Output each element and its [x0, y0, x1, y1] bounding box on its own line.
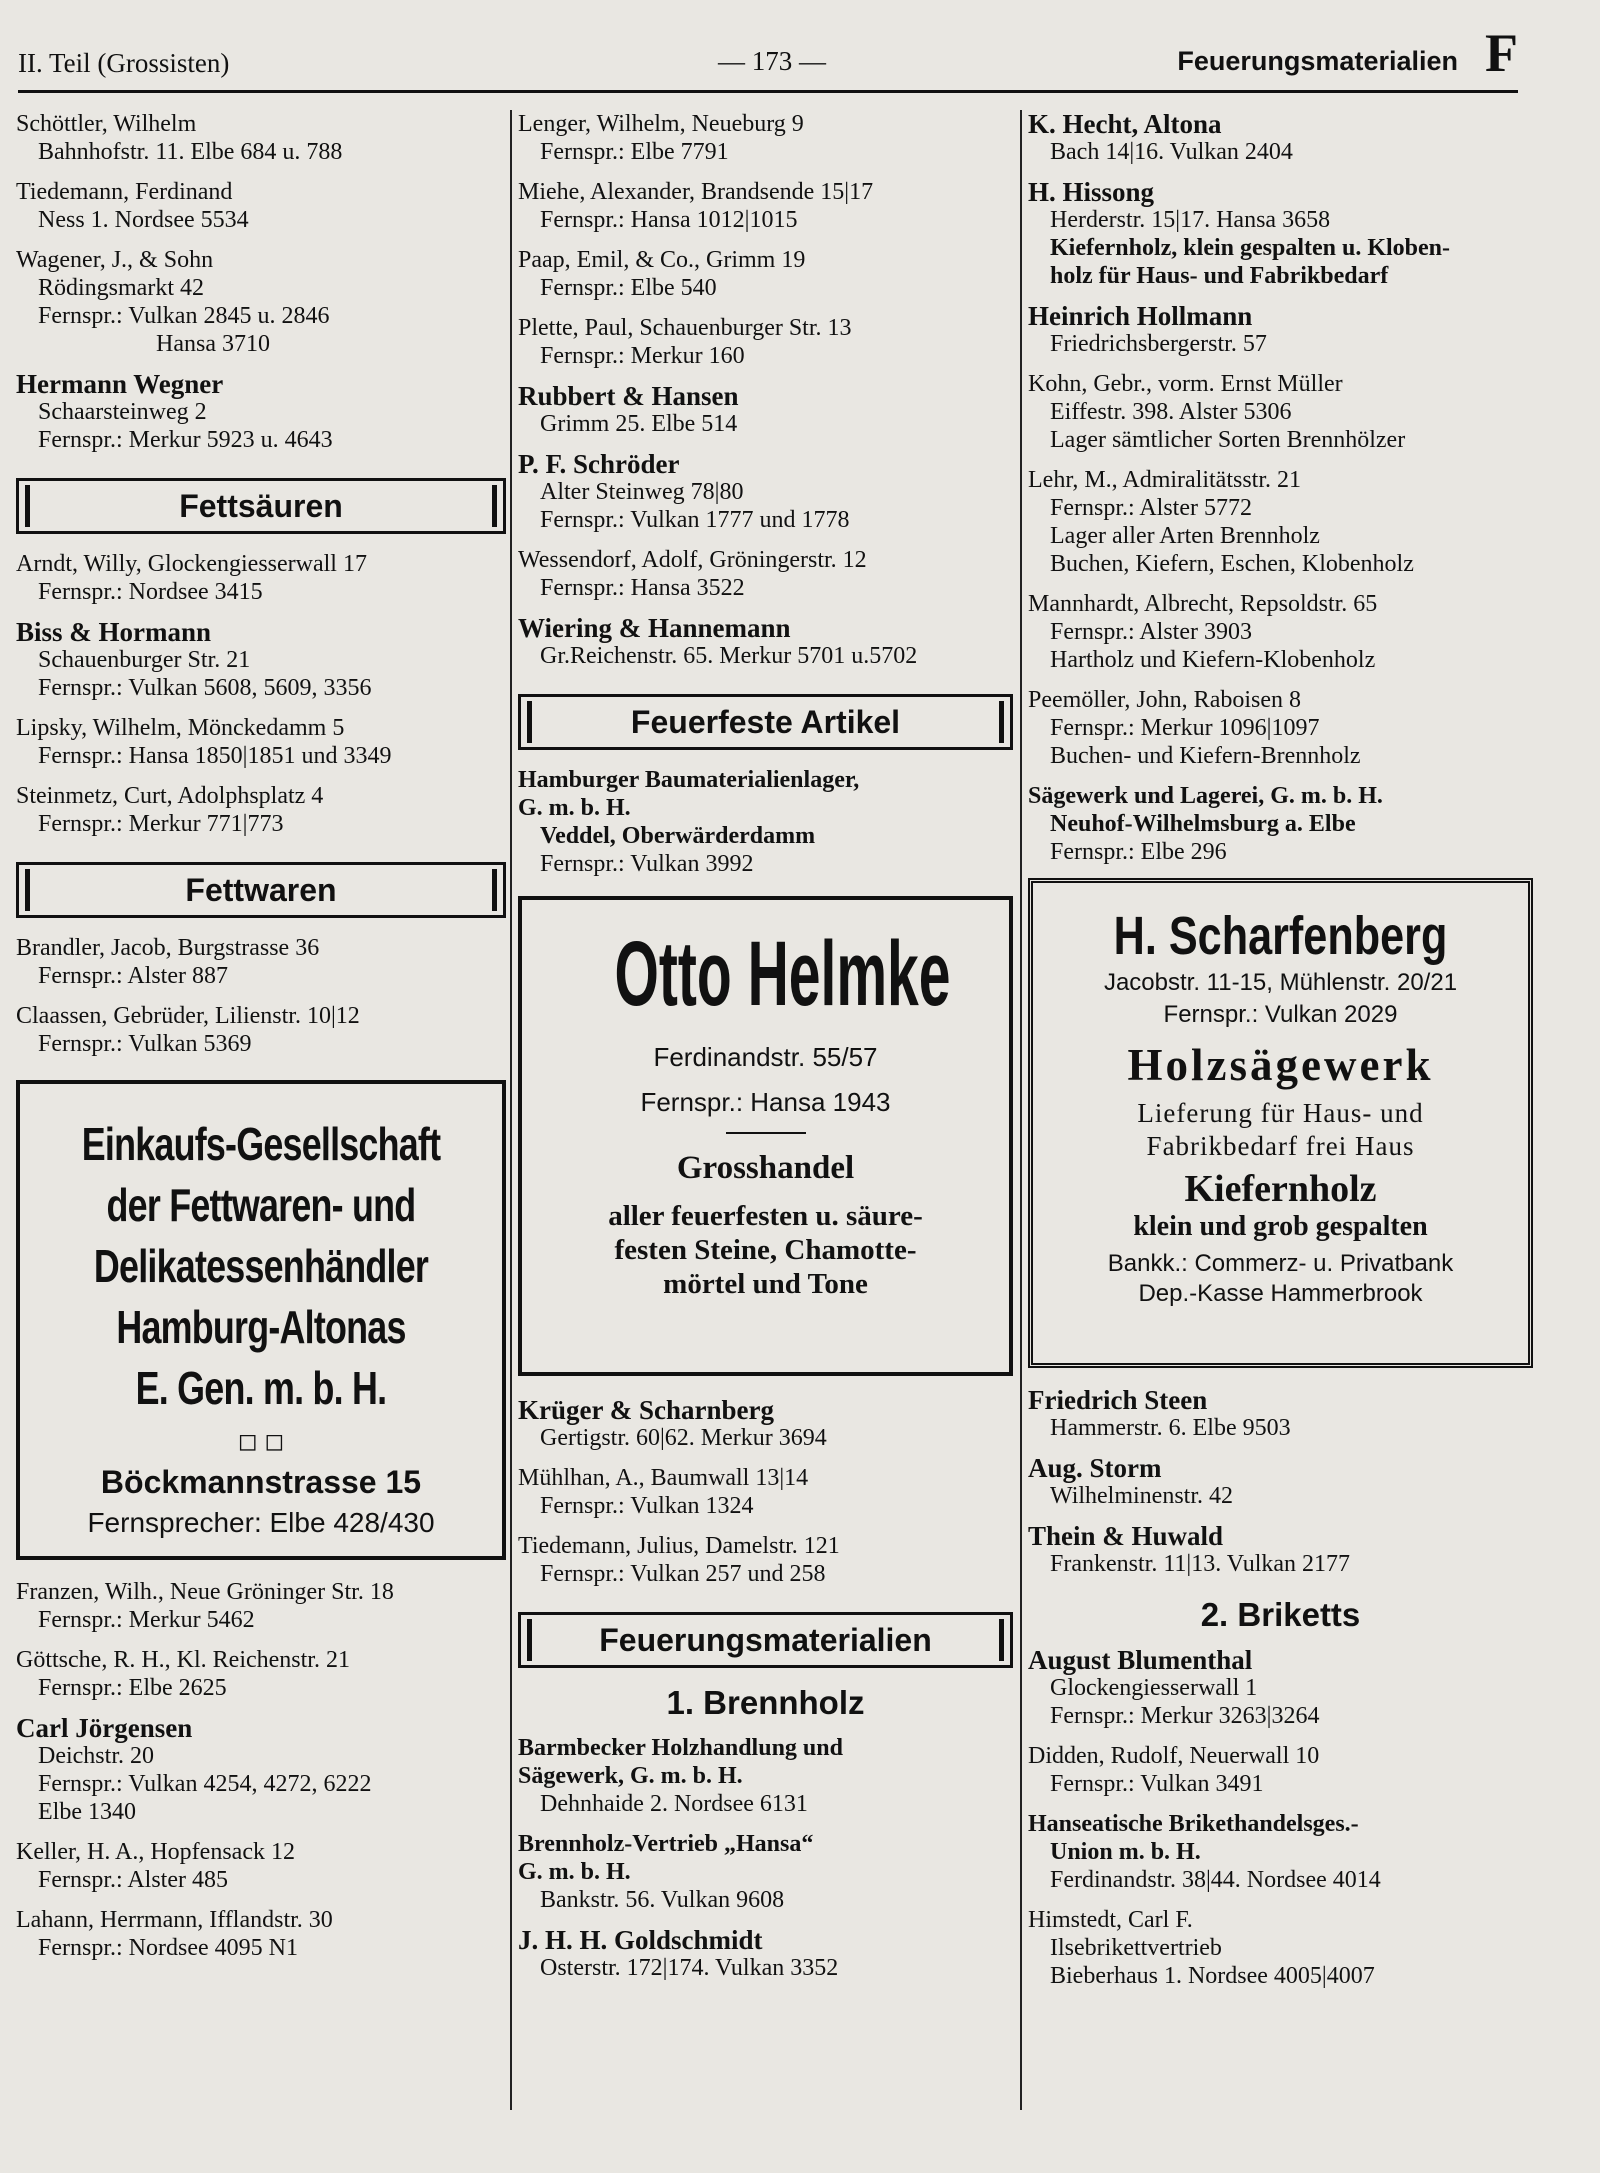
entry-name: Keller, H. A., Hopfensack 12 — [16, 1839, 295, 1865]
page-number: — 173 — — [718, 46, 826, 76]
entry-line: Fernspr.: Alster 485 — [38, 1867, 228, 1893]
directory-entry — [518, 1396, 1013, 1452]
directory-entry — [1028, 110, 1533, 166]
entry-line: Buchen, Kiefern, Eschen, Klobenholz — [1050, 551, 1414, 577]
ad-bank: Bankk.: Commerz- u. Privatbank — [1107, 1250, 1454, 1277]
directory-entry — [16, 714, 506, 770]
entry-name: Arndt, Willy, Glockengiesserwall 17 — [16, 551, 367, 577]
ad-line: Hamburg-Altonas — [116, 1301, 406, 1353]
directory-entry — [1028, 1906, 1533, 1990]
section-heading-feuerungsmaterialien: Feuerungsmaterialien — [518, 1612, 1013, 1668]
entry-line: Ness 1. Nordsee 5534 — [38, 207, 249, 233]
entry-name: Brandler, Jacob, Burgstrasse 36 — [16, 935, 320, 961]
entry-line: Fernspr.: Alster 3903 — [1050, 619, 1252, 645]
directory-entry — [518, 110, 1013, 166]
entry-name: Sägewerk und Lagerei, G. m. b. H. — [1028, 783, 1383, 809]
column-1 — [16, 110, 506, 1974]
entry-line: Glockengiesserwall 1 — [1050, 1675, 1258, 1701]
directory-entry — [1028, 1522, 1533, 1578]
section-heading-feuerfeste: Feuerfeste Artikel — [518, 694, 1013, 750]
entry-name: Göttsche, R. H., Kl. Reichenstr. 21 — [16, 1647, 350, 1673]
ad-line: der Fettwaren- und — [106, 1179, 416, 1231]
directory-entry — [16, 934, 506, 990]
entry-name: Carl Jörgensen — [16, 1713, 193, 1743]
entry-line: Fernspr.: Vulkan 3491 — [1050, 1771, 1264, 1797]
entry-line: Fernspr.: Vulkan 4254, 4272, 6222 — [38, 1771, 372, 1797]
entry-name: P. F. Schröder — [518, 449, 680, 479]
ad-company-name: H. Scharfenberg — [1113, 906, 1448, 966]
entry-line: Eiffestr. 398. Alster 5306 — [1050, 399, 1292, 425]
directory-entry — [1028, 1810, 1533, 1894]
entry-name: Lenger, Wilhelm, Neueburg 9 — [518, 111, 804, 137]
entry-line: Fernspr.: Elbe 2625 — [38, 1675, 227, 1701]
directory-entry — [16, 782, 506, 838]
directory-entry — [16, 1838, 506, 1894]
entry-line: Lager sämtlicher Sorten Brennhölzer — [1050, 427, 1406, 453]
entry-name: Claassen, Gebrüder, Lilienstr. 10|12 — [16, 1003, 360, 1029]
entry-name: Krüger & Scharnberg — [518, 1395, 774, 1425]
entry-line: Hammerstr. 6. Elbe 9503 — [1050, 1415, 1291, 1441]
entry-name: Tiedemann, Ferdinand — [16, 179, 233, 205]
listing-group — [1028, 110, 1533, 866]
entry-line: Fernspr.: Nordsee 4095 N1 — [38, 1935, 298, 1961]
entry-line: Fernspr.: Vulkan 257 und 258 — [540, 1561, 826, 1587]
subsection-heading-brennholz: 1. Brennholz — [666, 1684, 865, 1721]
ad-phone: Fernspr.: Vulkan 2029 — [1163, 1001, 1398, 1028]
directory-entry — [518, 614, 1013, 670]
entry-line: Fernspr.: Elbe 296 — [1050, 839, 1227, 865]
divider-rule — [726, 1132, 806, 1134]
ad-line: aller feuerfesten u. säure- — [608, 1200, 923, 1232]
listing-group — [16, 110, 506, 454]
entry-name: August Blumenthal — [1028, 1645, 1253, 1675]
directory-entry — [518, 1830, 1013, 1914]
listing-group — [518, 766, 1013, 878]
directory-entry — [1028, 370, 1533, 454]
entry-line: Sägewerk, G. m. b. H. — [518, 1763, 743, 1789]
entry-line: Fernspr.: Hansa 1850|1851 und 3349 — [38, 743, 392, 769]
entry-line: Fernspr.: Vulkan 1777 und 1778 — [540, 507, 850, 533]
entry-line: Hartholz und Kiefern-Klobenholz — [1050, 647, 1376, 673]
directory-entry — [518, 246, 1013, 302]
directory-entry — [518, 382, 1013, 438]
directory-entry — [1028, 1742, 1533, 1798]
entry-name: Steinmetz, Curt, Adolphsplatz 4 — [16, 783, 324, 809]
entry-name: J. H. H. Goldschmidt — [518, 1925, 763, 1955]
entry-name: K. Hecht, Altona — [1028, 109, 1222, 139]
ad-tagline: Grosshandel — [676, 1150, 855, 1186]
entry-line: holz für Haus- und Fabrikbedarf — [1050, 263, 1389, 289]
entry-line: Fernspr.: Alster 887 — [38, 963, 228, 989]
directory-entry — [518, 546, 1013, 602]
entry-line: Fernspr.: Merkur 3263|3264 — [1050, 1703, 1320, 1729]
entry-line: Gertigstr. 60|62. Merkur 3694 — [540, 1425, 827, 1451]
directory-entry — [518, 1532, 1013, 1588]
directory-entry — [16, 1646, 506, 1702]
ad-tagline: Holzsägewerk — [1127, 1040, 1434, 1090]
entry-line: Schaarsteinweg 2 — [38, 399, 207, 425]
ad-line: mörtel und Tone — [663, 1268, 868, 1300]
entry-line: Fernspr.: Vulkan 3992 — [540, 851, 754, 877]
directory-entry — [518, 314, 1013, 370]
entry-name: Peemöller, John, Raboisen 8 — [1028, 687, 1301, 713]
entry-line: Fernspr.: Merkur 1096|1097 — [1050, 715, 1320, 741]
entry-line: Buchen- und Kiefern-Brennholz — [1050, 743, 1361, 769]
directory-entry — [16, 550, 506, 606]
entry-line: G. m. b. H. — [518, 795, 631, 821]
directory-entry — [16, 370, 506, 454]
section-label: II. Teil (Grossisten) — [18, 48, 230, 78]
entry-line: Ferdinandstr. 38|44. Nordsee 4014 — [1050, 1867, 1381, 1893]
entry-name: Miehe, Alexander, Brandsende 15|17 — [518, 179, 874, 205]
directory-entry — [518, 1734, 1013, 1818]
entry-name: Schöttler, Wilhelm — [16, 111, 197, 137]
entry-name: Thein & Huwald — [1028, 1521, 1224, 1551]
ad-line: Delikatessenhändler — [93, 1240, 429, 1292]
listing-group — [1028, 1646, 1533, 1990]
entry-line: Veddel, Oberwärderdamm — [540, 823, 816, 849]
directory-entry — [1028, 1454, 1533, 1510]
directory-entry — [16, 110, 506, 166]
entry-name: Didden, Rudolf, Neuerwall 10 — [1028, 1743, 1320, 1769]
entry-name: Hermann Wegner — [16, 369, 224, 399]
entry-line: Osterstr. 172|174. Vulkan 3352 — [540, 1955, 839, 1981]
directory-entry — [16, 1714, 506, 1826]
entry-line: G. m. b. H. — [518, 1859, 631, 1885]
subsection-heading-briketts: 2. Briketts — [1200, 1596, 1361, 1633]
ad-line: E. Gen. m. b. H. — [135, 1362, 387, 1414]
entry-line: Fernspr.: Alster 5772 — [1050, 495, 1252, 521]
directory-entry — [518, 178, 1013, 234]
entry-line: Union m. b. H. — [1050, 1839, 1201, 1865]
directory-entry — [518, 1464, 1013, 1520]
directory-entry — [1028, 782, 1533, 866]
entry-line: Bahnhofstr. 11. Elbe 684 u. 788 — [38, 139, 343, 165]
directory-entry — [16, 1002, 506, 1058]
entry-line: Fernspr.: Nordsee 3415 — [38, 579, 263, 605]
directory-entry — [16, 178, 506, 234]
square-ornament-icon: ◻ ◻ — [237, 1428, 285, 1455]
entry-name: Rubbert & Hansen — [518, 381, 739, 411]
ad-body-text — [522, 1199, 1009, 1301]
entry-line: Bieberhaus 1. Nordsee 4005|4007 — [1050, 1963, 1375, 1989]
entry-line: Fernspr.: Hansa 1012|1015 — [540, 207, 798, 233]
ad-company-name: Otto Helmke — [614, 923, 951, 1025]
entry-name: Mannhardt, Albrecht, Repsoldstr. 65 — [1028, 591, 1378, 617]
entry-name: Friedrich Steen — [1028, 1385, 1208, 1415]
entry-name: Lipsky, Wilhelm, Mönckedamm 5 — [16, 715, 345, 741]
listing-group — [518, 1396, 1013, 1588]
ad-bank: Dep.-Kasse Hammerbrook — [1138, 1280, 1423, 1307]
entry-line: Gr.Reichenstr. 65. Merkur 5701 u.5702 — [540, 643, 918, 669]
page-header — [18, 23, 1518, 93]
entry-name: Plette, Paul, Schauenburger Str. 13 — [518, 315, 852, 341]
advertisement-otto-helmke — [518, 896, 1013, 1376]
entry-line: Fernspr.: Elbe 7791 — [540, 139, 729, 165]
entry-name: Himstedt, Carl F. — [1028, 1907, 1193, 1933]
section-heading-fettsaeuren: Fettsäuren — [16, 478, 506, 534]
entry-name: Hanseatische Brikethandelsges.- — [1028, 1811, 1359, 1837]
entry-line: Grimm 25. Elbe 514 — [540, 411, 738, 437]
ad-line: klein und grob gespalten — [1133, 1211, 1428, 1242]
directory-entry — [518, 450, 1013, 534]
column-2 — [518, 110, 1013, 1994]
ad-address: Ferdinandstr. 55/57 — [653, 1042, 878, 1072]
entry-name: Kohn, Gebr., vorm. Ernst Müller — [1028, 371, 1343, 397]
entry-line: Fernspr.: Hansa 3522 — [540, 575, 745, 601]
entry-line: Bach 14|16. Vulkan 2404 — [1050, 139, 1293, 165]
advertisement-einkaufs-gesellschaft — [16, 1080, 506, 1560]
ad-line: Lieferung für Haus- und — [1137, 1098, 1424, 1128]
entry-line: Wilhelminenstr. 42 — [1050, 1483, 1234, 1509]
directory-entry — [1028, 466, 1533, 578]
entry-line: Fernspr.: Merkur 160 — [540, 343, 745, 369]
directory-entry — [1028, 1646, 1533, 1730]
entry-name: Brennholz-Vertrieb „Hansa“ — [518, 1831, 814, 1857]
entry-name: Lahann, Herrmann, Ifflandstr. 30 — [16, 1907, 333, 1933]
entry-name: H. Hissong — [1028, 177, 1155, 207]
entry-line: Bankstr. 56. Vulkan 9608 — [540, 1887, 785, 1913]
column-3 — [1028, 110, 1533, 2002]
entry-line: Fernspr.: Vulkan 5369 — [38, 1031, 252, 1057]
entry-line: Fernspr.: Merkur 5462 — [38, 1607, 255, 1633]
entry-name: Wiering & Hannemann — [518, 613, 791, 643]
ad-phone: Fernsprecher: Elbe 428/430 — [87, 1507, 435, 1538]
listing-group — [1028, 1386, 1533, 1578]
column-divider-1 — [510, 110, 512, 2110]
entry-name: Lehr, M., Admiralitätsstr. 21 — [1028, 467, 1302, 493]
entry-name: Tiedemann, Julius, Damelstr. 121 — [518, 1533, 840, 1559]
entry-name: Mühlhan, A., Baumwall 13|14 — [518, 1465, 809, 1491]
directory-entry — [16, 246, 506, 358]
entry-line: Deichstr. 20 — [38, 1743, 154, 1769]
ad-line: Einkaufs-Gesellschaft — [81, 1118, 441, 1170]
entry-line: Ilsebrikettvertrieb — [1050, 1935, 1222, 1961]
entry-name: Heinrich Hollmann — [1028, 301, 1253, 331]
entry-line: Friedrichsbergerstr. 57 — [1050, 331, 1267, 357]
listing-group — [16, 1578, 506, 1962]
ad-address: Böckmannstrasse 15 — [100, 1464, 422, 1500]
directory-entry — [16, 1578, 506, 1634]
entry-line: Alter Steinweg 78|80 — [540, 479, 744, 505]
entry-name: Franzen, Wilh., Neue Gröninger Str. 18 — [16, 1579, 394, 1605]
ad-line: Fabrikbedarf frei Haus — [1146, 1131, 1415, 1161]
entry-name: Barmbecker Holzhandlung und — [518, 1735, 843, 1761]
entry-line: Fernspr.: Merkur 5923 u. 4643 — [38, 427, 333, 453]
listing-group — [518, 110, 1013, 670]
column-divider-2 — [1020, 110, 1022, 2110]
entry-line: Herderstr. 15|17. Hansa 3658 — [1050, 207, 1331, 233]
entry-line: Rödingsmarkt 42 — [38, 275, 204, 301]
category-title: Feuerungsmaterialien — [1177, 46, 1458, 76]
directory-entry — [1028, 590, 1533, 674]
entry-line: Fernspr.: Vulkan 5608, 5609, 3356 — [38, 675, 372, 701]
entry-line: Elbe 1340 — [38, 1799, 136, 1825]
entry-line: Fernspr.: Vulkan 2845 u. 2846 — [38, 303, 330, 329]
ad-product: Kiefernholz — [1184, 1168, 1377, 1210]
entry-name: Aug. Storm — [1028, 1453, 1162, 1483]
directory-entry — [518, 1926, 1013, 1982]
entry-line: Frankenstr. 11|13. Vulkan 2177 — [1050, 1551, 1351, 1577]
entry-line: Kiefernholz, klein gespalten u. Kloben- — [1050, 235, 1451, 261]
directory-entry — [1028, 686, 1533, 770]
entry-name: Wessendorf, Adolf, Gröningerstr. 12 — [518, 547, 867, 573]
entry-line: Fernspr.: Elbe 540 — [540, 275, 717, 301]
entry-name: Hamburger Baumaterialienlager, — [518, 767, 860, 793]
advertisement-scharfenberg — [1028, 878, 1533, 1368]
entry-line: Fernspr.: Merkur 771|773 — [38, 811, 284, 837]
directory-entry — [16, 1906, 506, 1962]
ad-line: festen Steine, Chamotte- — [614, 1234, 917, 1266]
entry-name: Paap, Emil, & Co., Grimm 19 — [518, 247, 806, 273]
directory-entry — [1028, 1386, 1533, 1442]
entry-line: Dehnhaide 2. Nordsee 6131 — [540, 1791, 808, 1817]
entry-name: Wagener, J., & Sohn — [16, 247, 214, 273]
entry-line: Hansa 3710 — [156, 331, 270, 357]
index-letter: F — [1485, 23, 1518, 83]
section-heading-fettwaren: Fettwaren — [16, 862, 506, 918]
listing-group — [16, 934, 506, 1058]
ad-address: Jacobstr. 11-15, Mühlenstr. 20/21 — [1103, 969, 1458, 996]
entry-line: Lager aller Arten Brennholz — [1050, 523, 1320, 549]
entry-line: Fernspr.: Vulkan 1324 — [540, 1493, 754, 1519]
directory-entry — [16, 618, 506, 702]
directory-entry — [518, 766, 1013, 878]
listing-group — [16, 550, 506, 838]
listing-group — [518, 1734, 1013, 1982]
entry-name: Biss & Hormann — [16, 617, 212, 647]
ad-phone: Fernspr.: Hansa 1943 — [640, 1087, 891, 1117]
directory-entry — [1028, 178, 1533, 290]
entry-line: Schauenburger Str. 21 — [38, 647, 251, 673]
entry-line: Neuhof-Wilhelmsburg a. Elbe — [1050, 811, 1356, 837]
directory-entry — [1028, 302, 1533, 358]
